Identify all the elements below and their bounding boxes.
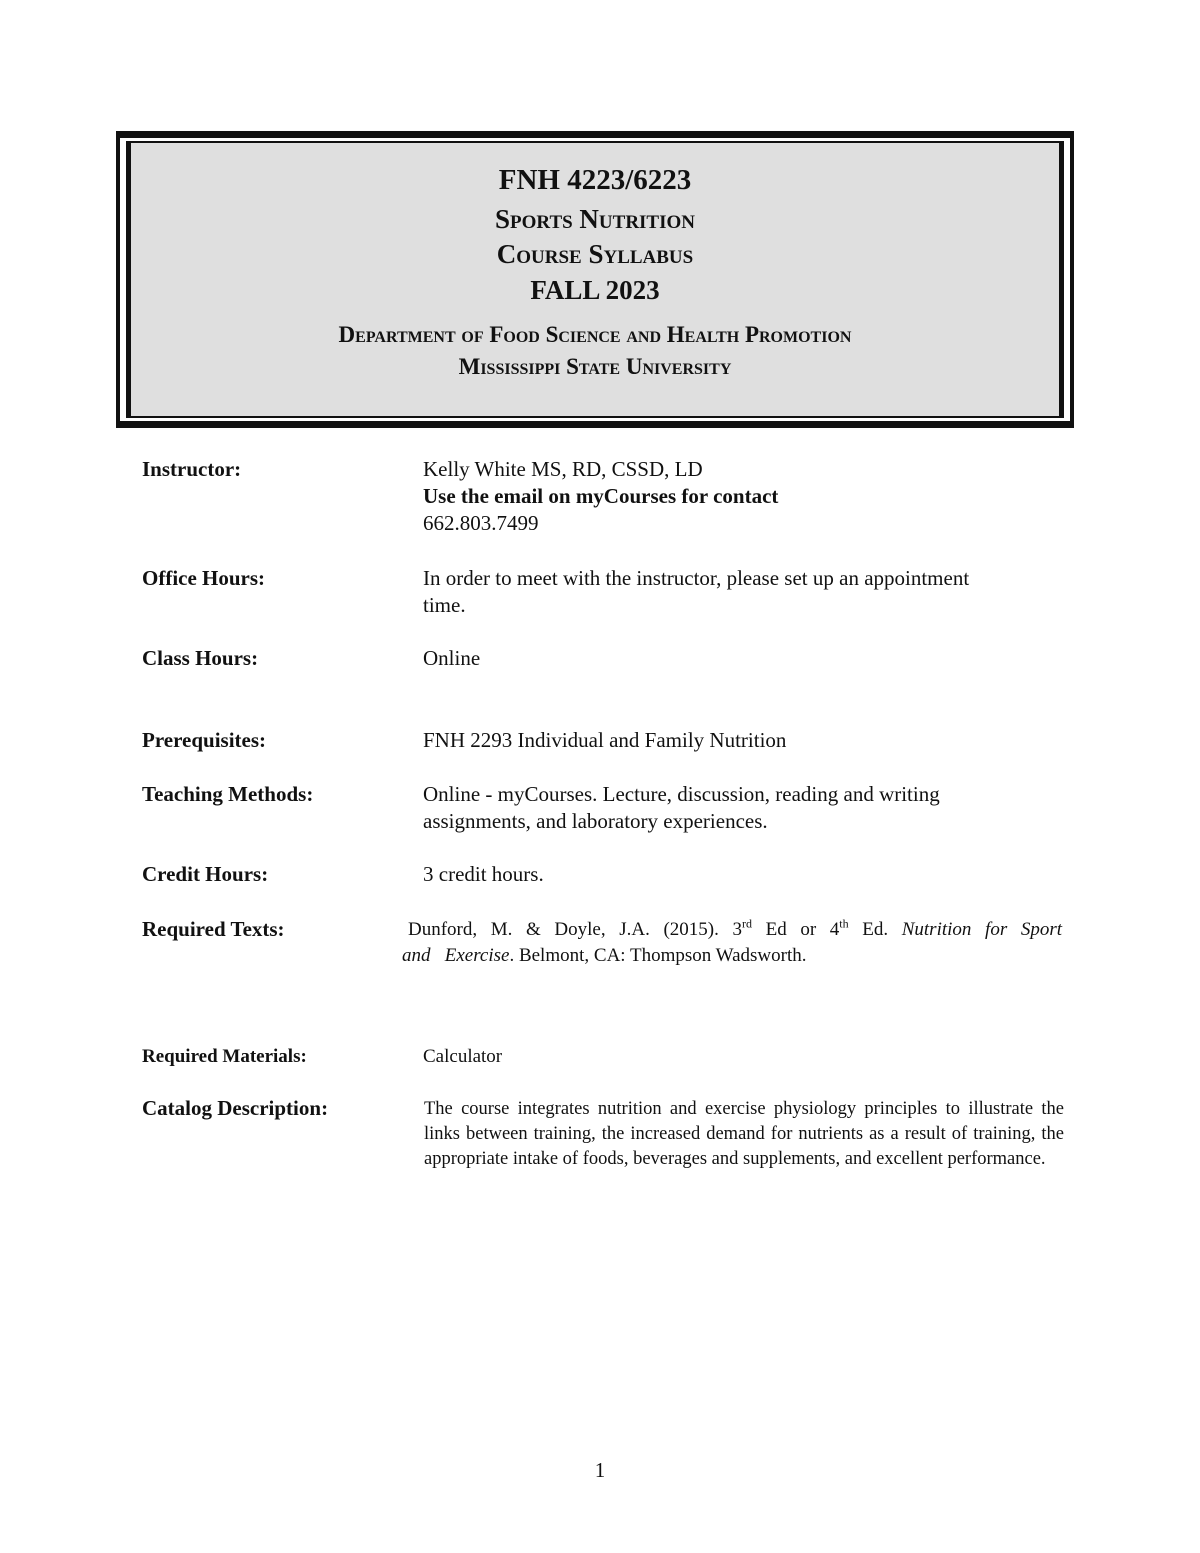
title-box-inner <box>126 141 1064 418</box>
office-hours-value <box>423 565 1063 619</box>
class-hours-value: Online <box>423 646 481 670</box>
teaching-methods-line-1: Online - myCourses. Lecture, discussion, reading and writing <box>423 782 940 806</box>
catalog-description-text: The course integrates nutrition and exercise physiology principles to illustrate the links between training, the increased demand for nutrients as a result of training, the appropriate intake of foods, beverages and supplements, and excellent performance. <box>424 1099 1064 1169</box>
office-hours-line-2: time. <box>423 593 466 617</box>
prerequisites-value: FNH 2293 Individual and Family Nutrition <box>423 728 787 752</box>
instructor-phone: 662.803.7499 <box>423 511 539 535</box>
required-materials-value: Calculator <box>423 1046 503 1067</box>
instructor-value <box>423 456 1063 537</box>
office-hours-label: Office Hours: <box>142 566 266 590</box>
course-code: FNH 4223/6223 <box>498 164 692 196</box>
document-type: Course Syllabus <box>496 239 694 269</box>
title-box <box>116 131 1074 428</box>
credit-hours-value: 3 credit hours. <box>423 862 544 886</box>
teaching-methods-line-2: assignments, and laboratory experiences. <box>423 809 768 833</box>
teaching-methods-value <box>423 781 1063 835</box>
instructor-name: Kelly White MS, RD, CSSD, LD <box>423 457 703 481</box>
book-title-part-1: Nutrition for Sport <box>901 919 1063 940</box>
instructor-label: Instructor: <box>142 457 242 481</box>
teaching-methods-label: Teaching Methods: <box>142 782 314 806</box>
required-materials-label: Required Materials: <box>142 1046 307 1067</box>
instructor-contact-note: Use the email on myCourses for contact <box>423 484 779 508</box>
page-number: 1 <box>594 1458 606 1482</box>
class-hours-label: Class Hours: <box>142 646 259 670</box>
department: Department of Food Science and Health Promotion <box>338 322 852 347</box>
catalog-description-label: Catalog Description: <box>142 1096 329 1120</box>
required-texts-label: Required Texts: <box>142 917 285 941</box>
book-title-part-2: and Exercise <box>402 945 510 966</box>
course-title: Sports Nutrition <box>494 204 696 234</box>
required-texts-line-2: and Exercise. Belmont, CA: Thompson Wadsworth. <box>402 945 807 966</box>
office-hours-line-1: In order to meet with the instructor, please set up an appointment <box>423 566 970 590</box>
credit-hours-label: Credit Hours: <box>142 862 269 886</box>
required-texts-value <box>402 917 1062 969</box>
required-texts-line-1: Dunford, M. & Doyle, J.A. (2015). 3rd Ed or 4th Ed. Nutrition for Sport <box>408 916 1063 940</box>
university: Mississippi State University <box>458 354 732 379</box>
prerequisites-label: Prerequisites: <box>142 728 267 752</box>
term: FALL 2023 <box>530 275 660 305</box>
